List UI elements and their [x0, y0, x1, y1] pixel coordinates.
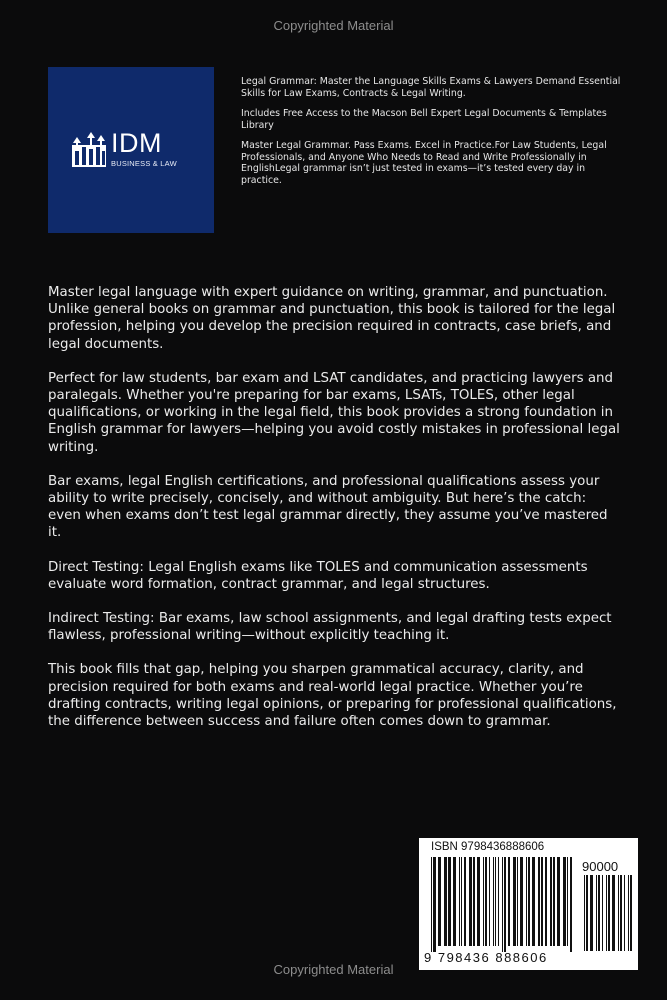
- barcode-bar: [485, 857, 487, 946]
- barcode-bar: [624, 875, 625, 951]
- description-paragraph: Indirect Testing: Bar exams, law school assignments, and legal drafting tests expect flawless, professional writing—without explicitly teaching it.: [48, 611, 612, 644]
- description-paragraph: Master legal language with expert guidance on writing, grammar, and punctuation. Unlike general books on grammar and punctuation, this book is tailored for the legal profession, helping you develop the precision required in contracts, case briefs, and legal documents.: [48, 285, 616, 352]
- barcode-bar: [508, 857, 510, 946]
- barcode-bar: [513, 857, 516, 946]
- barcode-bar: [493, 857, 494, 946]
- barcode-bar: [553, 857, 555, 946]
- bonus-line: Includes Free Access to the Macson Bell Expert Legal Documents & Templates Library: [241, 108, 607, 131]
- publisher-logo: [48, 67, 214, 233]
- book-description: [48, 284, 620, 747]
- barcode-bar: [628, 875, 629, 951]
- subtitle-line: Legal Grammar: Master the Language Skills Exams & Lawyers Demand Essential Skills for Law Exams, Contracts & Legal Writing.: [241, 76, 621, 99]
- barcode-bar: [545, 857, 547, 946]
- barcode-bar: [469, 857, 472, 946]
- barcode-bar: [464, 857, 466, 946]
- barcode-bar: [489, 857, 490, 946]
- barcode-bar: [528, 857, 530, 946]
- barcode-bar: [448, 857, 451, 946]
- barcode-bar: [477, 857, 480, 946]
- barcode-bar: [517, 857, 518, 946]
- tagline-paragraph: Master Legal Grammar. Pass Exams. Excel in Practice.For Law Students, Legal Professionals, and Anyone Who Needs to Read and Write Professionally in EnglishLegal grammar isn’t just tested in exams—it’s tested every day in practice.: [241, 140, 607, 186]
- barcode-bar: [495, 857, 496, 946]
- barcode-bar: [520, 857, 523, 946]
- barcode-bar: [433, 857, 436, 952]
- book-subtitle-block: [241, 76, 626, 195]
- barcode-bar: [459, 857, 460, 946]
- barcode-bar: [526, 857, 527, 946]
- barcode-bar: [532, 857, 535, 946]
- copyright-watermark-bottom: Copyrighted Material: [273, 962, 394, 977]
- isbn-digits: 9 798436 888606: [424, 950, 548, 965]
- barcode-bar: [598, 875, 600, 951]
- barcode-bar: [538, 857, 540, 946]
- barcode-bar: [630, 875, 632, 951]
- barcode-bar: [498, 857, 499, 946]
- isbn-barcode: [419, 838, 638, 970]
- barcode-bar: [473, 857, 475, 946]
- barcode-bars: [431, 857, 574, 952]
- barcode-bar: [608, 875, 610, 951]
- barcode-bar: [602, 875, 603, 951]
- barcode-bar: [570, 857, 572, 952]
- price-code: 90000: [582, 859, 619, 874]
- barcode-bar: [444, 857, 447, 946]
- barcode-bar: [541, 857, 543, 946]
- barcode-bar: [618, 875, 619, 951]
- description-paragraph: Perfect for law students, bar exam and LSAT candidates, and practicing lawyers and paralegals. Whether you're preparing for bar exams, LSATs, TOLES, other legal qualifications, or working in the legal field, this book provides a strong foundation in English grammar for lawyers—helping you avoid costly mistakes in professional legal writing.: [48, 370, 620, 455]
- barcode-bar: [431, 857, 432, 952]
- description-paragraph: Direct Testing: Legal English exams like TOLES and communication assessments evaluate word formation, contract grammar, and legal structures.: [48, 559, 588, 592]
- barcode-bar: [563, 857, 566, 946]
- price-barcode-bars: [584, 875, 632, 951]
- logo-wordmark: IDM: [111, 128, 162, 158]
- barcode-bar: [620, 875, 622, 951]
- barcode-bar: [567, 857, 568, 946]
- barcode-bar: [590, 875, 593, 951]
- barcode-bar: [612, 875, 615, 951]
- barcode-bar: [550, 857, 552, 946]
- barcode-bar: [606, 875, 607, 951]
- barcode-bar: [502, 857, 503, 952]
- barcode-bar: [557, 857, 560, 946]
- bar-chart-arrows-icon: [71, 131, 107, 167]
- barcode-bar: [453, 857, 456, 946]
- description-paragraph: This book fills that gap, helping you sharpen grammatical accuracy, clarity, and precision required for both exams and real-world legal practice. Whether you’re drafting contracts, writing legal opinions, or preparing for professional qualifications, the difference between success and failure often comes down to grammar.: [48, 662, 617, 730]
- barcode-bar: [438, 857, 441, 946]
- barcode-bar: [584, 875, 585, 951]
- description-paragraph: Bar exams, legal English certifications, and professional qualifications assess your ability to write precisely, concisely, and without ambiguity. But here’s the catch: even when exams don’t test legal grammar directly, they assume you’ve mastered it.: [48, 473, 608, 541]
- isbn-label: ISBN 9798436888606: [431, 841, 545, 853]
- barcode-bar: [586, 875, 588, 951]
- logo-tagline: BUSINESS & LAW: [111, 159, 177, 168]
- barcode-bar: [504, 857, 506, 952]
- copyright-watermark-top: Copyrighted Material: [273, 18, 394, 33]
- barcode-bar: [596, 875, 597, 951]
- barcode-bar: [483, 857, 484, 946]
- barcode-bar: [461, 857, 462, 946]
